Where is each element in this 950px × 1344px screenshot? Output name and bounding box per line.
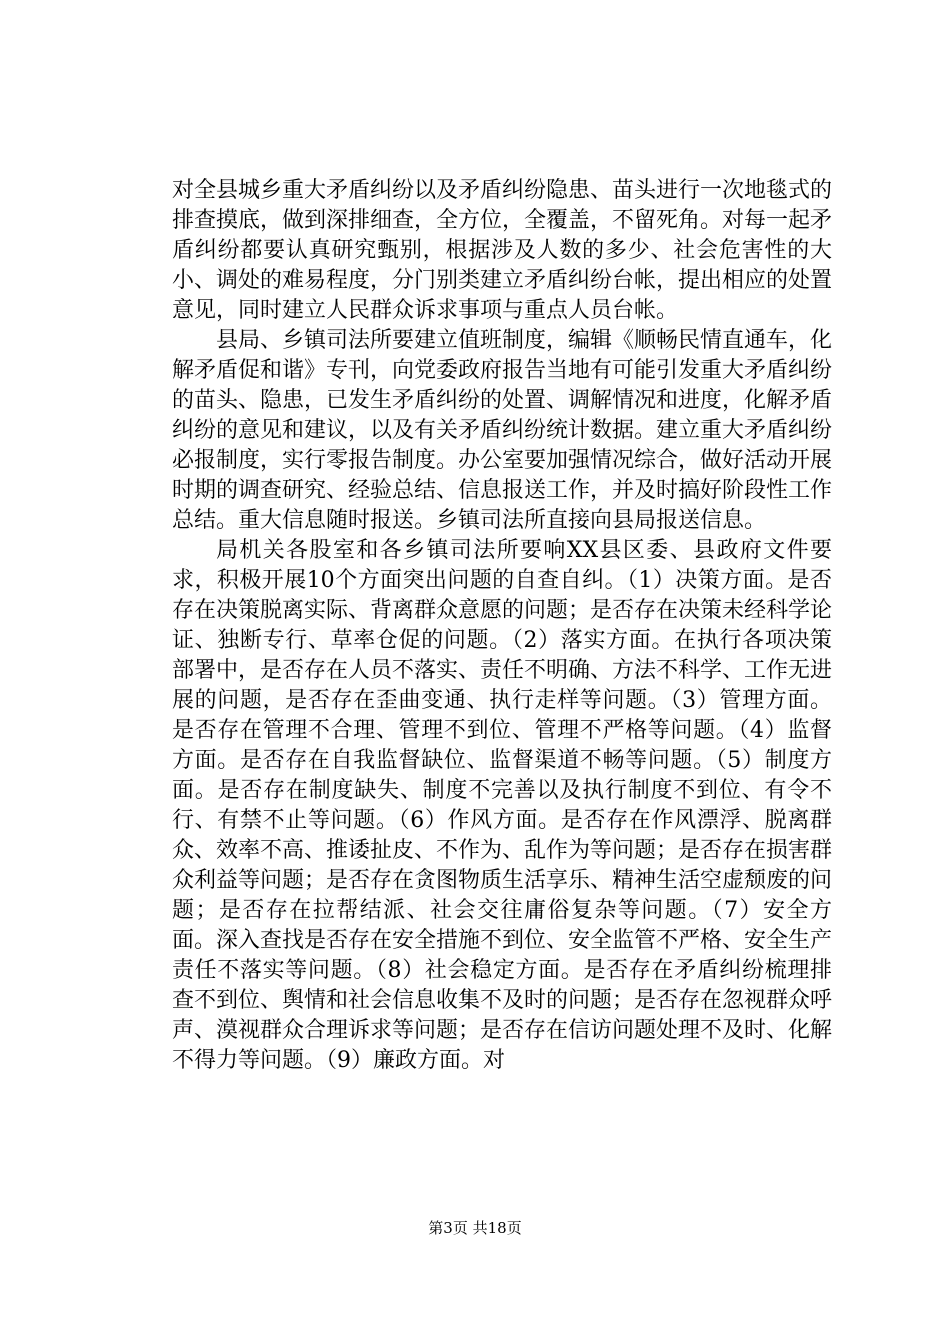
paragraph-self-inspection: 局机关各股室和各乡镇司法所要响XX县区委、县政府文件要求，积极开展10个方面突出问题的自查自纠。（1）决策方面。是否存在决策脱离实际、背离群众意愿的问题；是否存在决策未经科学论证、独断专行、草率仓促的问题。（2）落实方面。在执行各项决策部署中，是否存在人员不落实、责任不明确、方法不科学、工作无进展的问题，是否存在歪曲变通、执行走样等问题。（3）管理方面。是否存在管理不合理、管理不到位、管理不严格等问题。（4）监督方面。是否存在自我监督缺位、监督渠道不畅等问题。（5）制度方面。是否存在制度缺失、制度不完善以及执行制度不到位、有令不行、有禁不止等问题。（6）作风方面。是否存在作风漂浮、脱离群众、效率不高、推诿扯皮、不作为、乱作为等问题；是否存在损害群众利益等问题；是否存在贪图物质生活享乐、精神生活空虚颓废的问题；是否存在拉帮结派、社会交往庸俗复杂等问题。（7）安全方面。深入查找是否存在安全措施不到位、安全监管不严格、安全生产责任不落实等问题。（8）社会稳定方面。是否存在矛盾纠纷梳理排查不到位、舆情和社会信息收集不及时的问题；是否存在忽视群众呼声、漠视群众合理诉求等问题；是否存在信访问题处理不及时、化解不得力等问题。（9）廉政方面。对 (172, 538, 833, 1073)
document-body (172, 176, 832, 1076)
paragraph-duty-reporting: 县局、乡镇司法所要建立值班制度，编辑《顺畅民情直通车，化解矛盾促和谐》专刊，向党委政府报告当地有可能引发重大矛盾纠纷的苗头、隐患，已发生矛盾纠纷的处置、调解情况和进度，化解矛盾纠纷的意见和建议，以及有关矛盾纠纷统计数据。建立重大矛盾纠纷必报制度，实行零报告制度。办公室要加强情况综合，做好活动开展时期的调查研究、经验总结、信息报送工作，并及时搞好阶段性工作总结。重大信息随时报送。乡镇司法所直接向县局报送信息。 (172, 328, 833, 533)
page-number-footer: 第3页 共18页 (428, 1219, 522, 1237)
paragraph-ledger: 对全县城乡重大矛盾纠纷以及矛盾纠纷隐患、苗头进行一次地毯式的排查摸底，做到深排细查，全方位，全覆盖，不留死角。对每一起矛盾纠纷都要认真研究甄别，根据涉及人数的多少、社会危害性的大小、调处的难易程度，分门别类建立矛盾纠纷台帐，提出相应的处置意见，同时建立人民群众诉求事项与重点人员台帐。 (172, 178, 833, 323)
